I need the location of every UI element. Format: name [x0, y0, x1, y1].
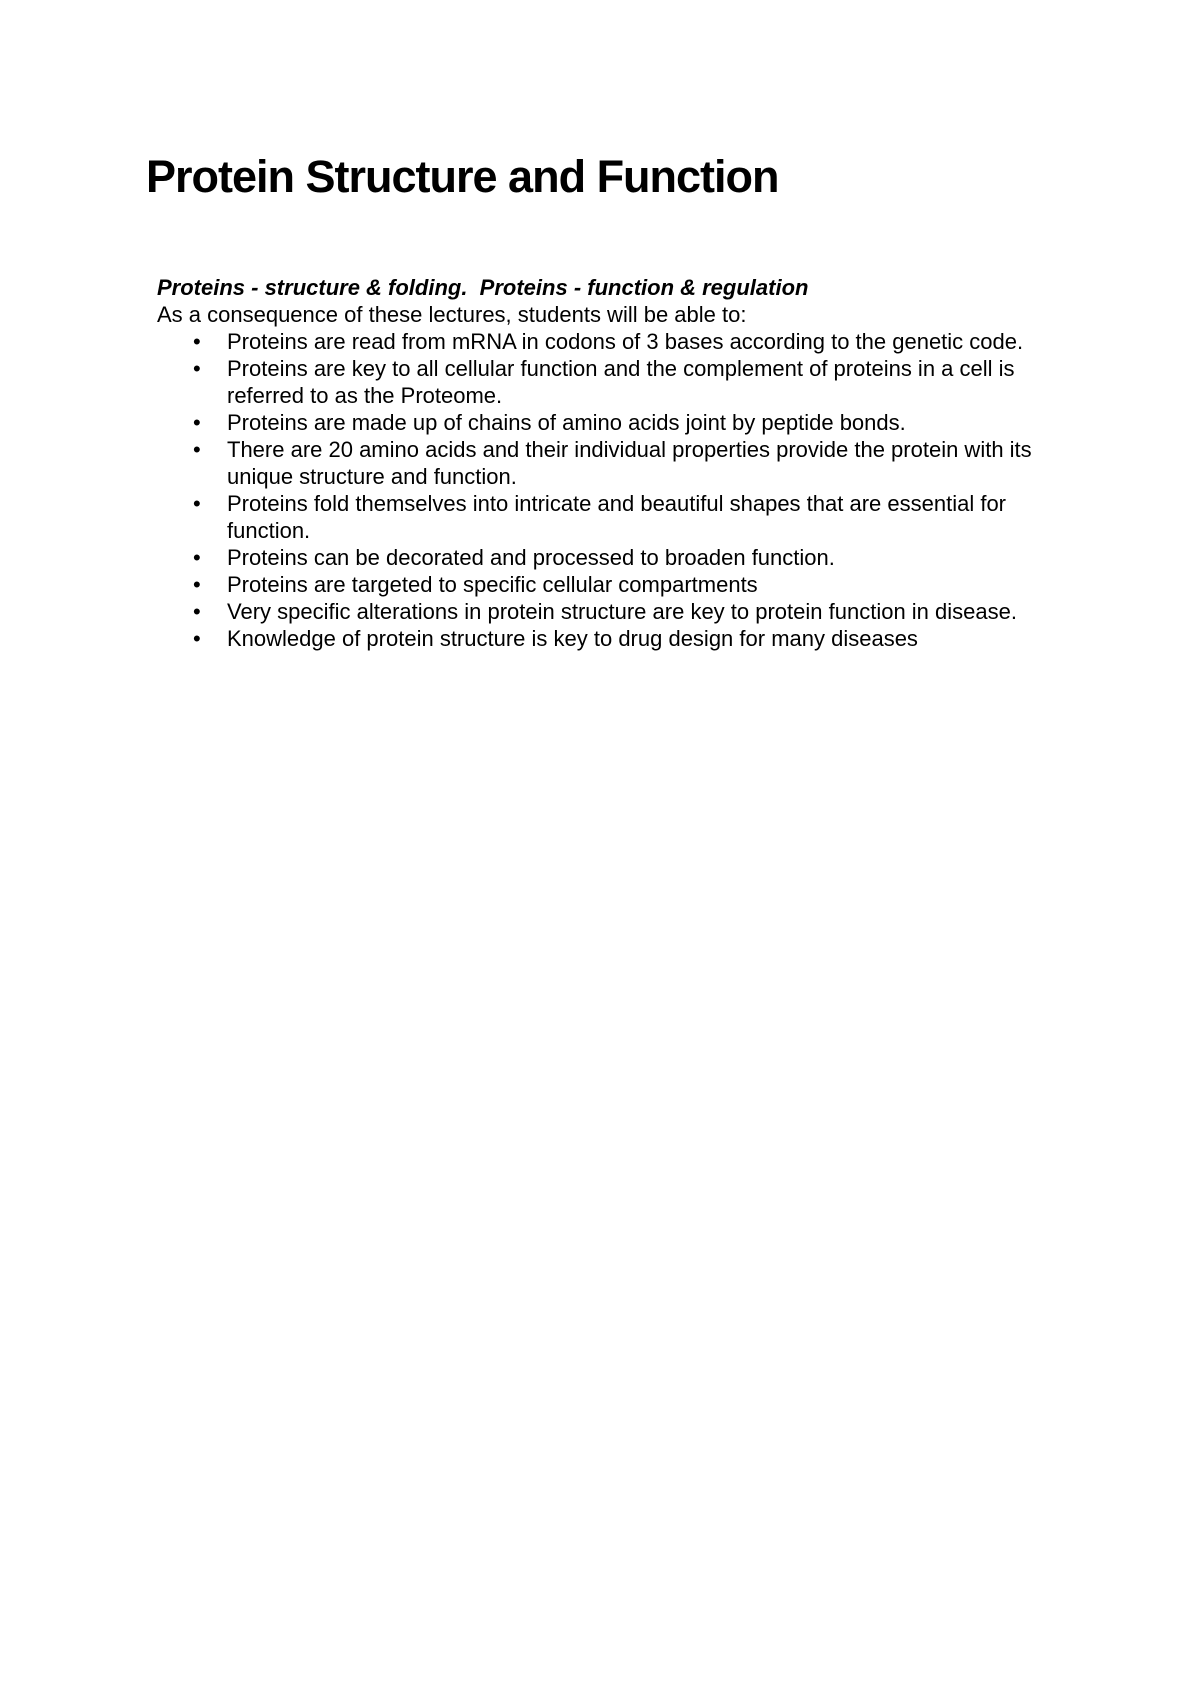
- learning-outcome-8: • Very specific alterations in protein structure are key to protein function in disease.: [157, 598, 1047, 625]
- learning-outcome-5: • Proteins fold themselves into intricate and beautiful shapes that are essential for function.: [157, 490, 1047, 544]
- learning-outcome-4: • There are 20 amino acids and their individual properties provide the protein with its unique structure and function.: [157, 436, 1047, 490]
- learning-outcome-3: • Proteins are made up of chains of amino acids joint by peptide bonds.: [157, 409, 1047, 436]
- learning-outcome-1: • Proteins are read from mRNA in codons of 3 bases according to the genetic code.: [157, 328, 1047, 355]
- learning-outcome-9: • Knowledge of protein structure is key to drug design for many diseases: [157, 625, 1047, 652]
- learning-outcome-6: • Proteins can be decorated and processed to broaden function.: [157, 544, 1047, 571]
- learning-outcomes-list: [157, 328, 1057, 652]
- page-title: Protein Structure and Function: [146, 151, 779, 202]
- learning-outcome-2: • Proteins are key to all cellular function and the complement of proteins in a cell is referred to as the Proteome.: [157, 355, 1047, 409]
- lecture-subheading: Proteins - structure & folding. Proteins - function & regulation: [157, 275, 809, 300]
- lecture-objectives: [157, 274, 1057, 652]
- intro-text: As a consequence of these lectures, students will be able to:: [157, 302, 747, 327]
- learning-outcome-7: • Proteins are targeted to specific cellular compartments: [157, 571, 1047, 598]
